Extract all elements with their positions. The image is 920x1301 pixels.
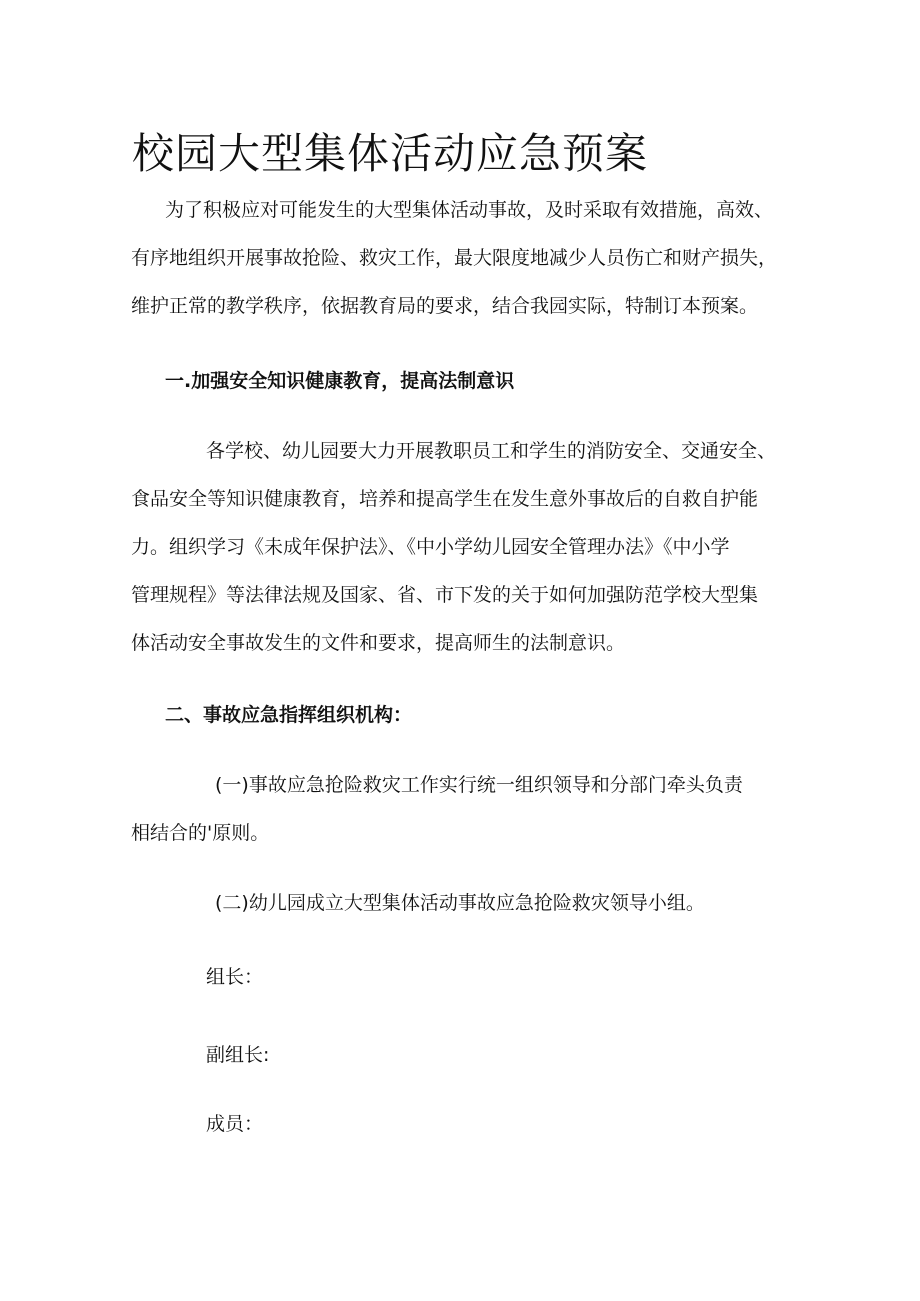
- section-1-line-2: 食品安全等知识健康教育，培养和提高学生在发生意外事故后的自救自护能: [131, 488, 759, 510]
- members-label: 成员：: [206, 1113, 264, 1135]
- intro-line-3: 维护正常的教学秩序，依据教育局的要求，结合我园实际，特制订本预案。: [131, 295, 759, 317]
- document-title: 校园大型集体活动应急预案: [132, 129, 649, 178]
- section-1-line-1: 各学校、幼儿园要大力开展教职员工和学生的消防安全、交通安全、: [206, 440, 777, 462]
- section-2-item-1-line-2: 相结合的'原则。: [131, 822, 270, 844]
- deputy-leader-label: 副组长:: [206, 1044, 270, 1066]
- section-1-line-5: 体活动安全事故发生的文件和要求，提高师生的法制意识。: [131, 632, 626, 654]
- section-1-heading: 一.加强安全知识健康教育，提高法制意识: [165, 370, 515, 392]
- intro-line-2: 有序地组织开展事故抢险、救灾工作，最大限度地减少人员伤亡和财产损失，: [131, 247, 778, 269]
- section-2-item-2: (二)幼儿园成立大型集体活动事故应急抢险救灾领导小组。: [215, 892, 705, 914]
- intro-line-1: 为了积极应对可能发生的大型集体活动事故，及时采取有效措施，高效、: [165, 199, 774, 221]
- section-2-heading: 二、事故应急指挥组织机构：: [165, 704, 413, 726]
- section-1-line-4: 管理规程》等法律法规及国家、省、市下发的关于如何加强防范学校大型集: [131, 584, 759, 606]
- section-1-line-3: 力。组织学习《未成年保护法》、《中小学幼儿园安全管理办法》《中小学: [131, 536, 730, 558]
- leader-label: 组长：: [206, 966, 264, 988]
- section-2-item-1-line-1: (一)事故应急抢险救灾工作实行统一组织领导和分部门牵头负责: [215, 774, 743, 796]
